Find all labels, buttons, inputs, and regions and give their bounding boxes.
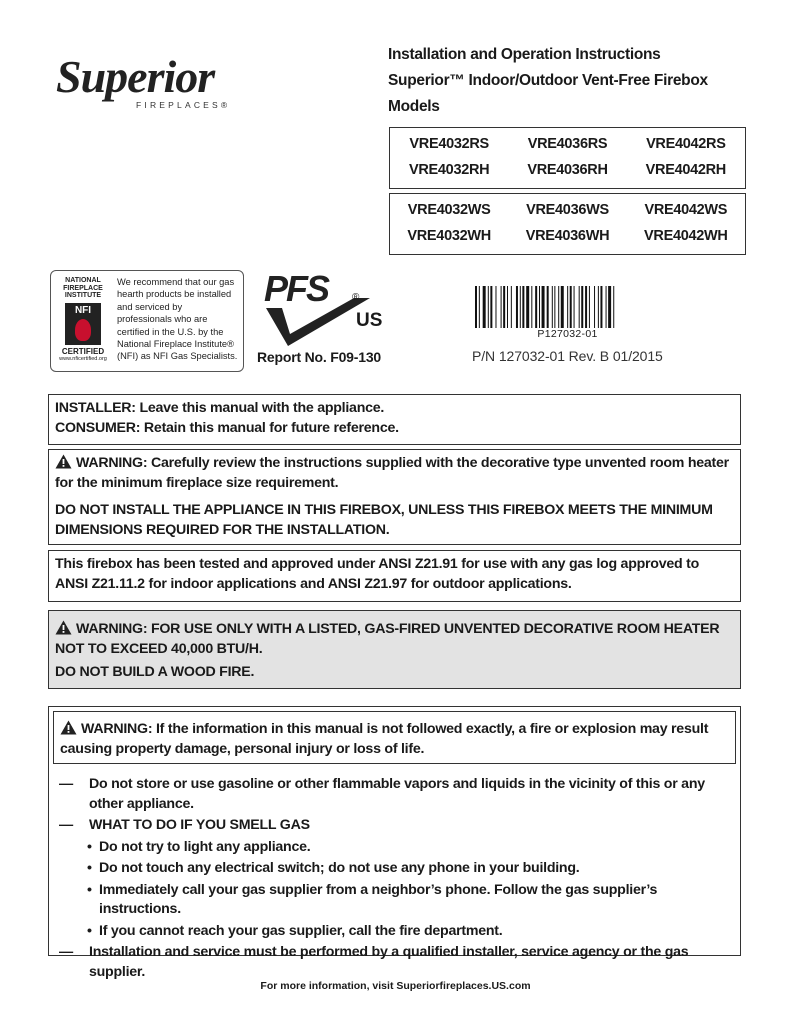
logo-subtitle: FIREPLACES® <box>136 100 231 110</box>
list-item: • If you cannot reach your gas supplier, call the fire department. <box>87 922 503 939</box>
model-row <box>390 131 745 157</box>
warning-fire-explosion-box <box>48 706 741 980</box>
model-cell: VRE4042RS <box>646 136 726 152</box>
title-line-3: Models <box>388 98 440 115</box>
warning-icon <box>55 620 72 635</box>
warning-heater-limit-box <box>48 610 741 689</box>
warning-paragraph <box>60 720 729 759</box>
model-cell: VRE4036RH <box>527 162 608 178</box>
model-cell: VRE4042WH <box>644 228 728 244</box>
list-item: — Do not store or use gasoline or other flammable vapors and liquids in the vicinity of this or any other appliance. <box>59 776 705 812</box>
model-cell: VRE4036RS <box>527 136 608 152</box>
list-item: • Do not touch any electrical switch; do not use any phone in your building. <box>87 860 580 876</box>
model-cell: VRE4036WS <box>526 202 609 218</box>
ansi-approval-box <box>48 550 741 602</box>
nfi-certified-label: CERTIFIED <box>61 346 105 356</box>
nfi-logo-title: NATIONAL FIREPLACE INSTITUTE <box>63 277 103 299</box>
pfs-logo <box>262 268 382 348</box>
barcode-text: P127032-01 <box>537 328 598 340</box>
nfi-badge-text: NFI <box>74 304 92 316</box>
installer-notice-box <box>48 394 741 445</box>
warning-icon <box>55 454 72 469</box>
warning-text: WARNING: If the information in this manual is not followed exactly, a fire or explosion may result causing property damage, personal injury or loss of life. <box>60 721 709 757</box>
report-number: Report No. F09-130 <box>257 349 381 365</box>
no-wood-fire-text: DO NOT BUILD A WOOD FIRE. <box>55 664 255 680</box>
superior-logo <box>50 46 240 118</box>
document-title <box>388 42 768 120</box>
model-row <box>390 197 745 223</box>
ansi-approval-text: This firebox has been tested and approved under ANSI Z21.91 for use with any gas log approved to ANSI Z21.11.2 for indoor applications and ANSI Z21.97 for outdoor applications. <box>55 556 699 592</box>
models-table-ws-wh <box>389 193 746 255</box>
pfs-us: US <box>356 310 383 331</box>
title-line-2: Superior™ Indoor/Outdoor Vent-Free Firebox <box>388 72 708 89</box>
nfi-badge <box>65 303 101 345</box>
warning-text: WARNING: FOR USE ONLY WITH A LISTED, GAS-FIRED UNVENTED DECORATIVE ROOM HEATER NOT TO EXCEED 40,000 BTU/H. <box>55 621 720 657</box>
model-cell: VRE4032WS <box>407 202 491 218</box>
footer-text: For more information, visit Superiorfireplaces.US.com <box>260 980 531 992</box>
logo-brand: Superior <box>56 51 215 102</box>
models-table-rs-rh <box>389 127 746 189</box>
title-line-1: Installation and Operation Instructions <box>388 46 661 63</box>
warning-text: WARNING: Carefully review the instructions supplied with the decorative type unvented room heater for the minimum fireplace size requirement. <box>55 455 729 491</box>
list-item: — Installation and service must be performed by a qualified installer, service agency or the gas supplier. <box>59 944 689 980</box>
model-row <box>390 157 745 183</box>
warning-paragraph <box>55 620 734 659</box>
model-row <box>390 223 745 249</box>
list-item: — WHAT TO DO IF YOU SMELL GAS <box>59 817 310 833</box>
model-cell: VRE4042WS <box>644 202 728 218</box>
pfs-word: PFS <box>264 268 329 309</box>
pfs-registered: ® <box>352 292 360 303</box>
nfi-url: www.nficertified.org <box>59 355 107 362</box>
nfi-certification-box <box>50 270 244 372</box>
flame-icon <box>75 319 91 341</box>
model-cell: VRE4032WH <box>407 228 491 244</box>
list-item: • Do not try to light any appliance. <box>87 838 311 855</box>
consumer-line: CONSUMER: Retain this manual for future reference. <box>55 419 399 436</box>
model-cell: VRE4042RH <box>645 162 726 178</box>
do-not-install-text: DO NOT INSTALL THE APPLIANCE IN THIS FIREBOX, UNLESS THIS FIREBOX MEETS THE MINIMUM DIMENSIONS REQUIRED FOR THE INSTALLATION. <box>55 502 713 538</box>
gas-safety-list <box>59 775 734 984</box>
model-cell: VRE4036WH <box>525 228 610 244</box>
warning-firebox-size-box <box>48 449 741 545</box>
warning-paragraph <box>55 454 734 493</box>
model-cell: VRE4032RH <box>409 162 490 178</box>
warning-header-box <box>53 711 736 764</box>
warning-icon <box>60 720 77 735</box>
list-item: • Immediately call your gas supplier from a neighbor’s phone. Follow the gas supplier’s instructions. <box>87 881 658 917</box>
part-number: P/N 127032-01 Rev. B 01/2015 <box>472 348 663 364</box>
model-cell: VRE4032RS <box>409 136 489 152</box>
barcode-icon <box>475 286 660 328</box>
nfi-logo <box>57 277 109 365</box>
nfi-recommendation-text: We recommend that our gas hearth products be installed and serviced by professionals who are certified in the U.S. by the National Fireplace Institute® (NFI) as NFI Gas Specialists. <box>117 277 238 362</box>
installer-line: INSTALLER: Leave this manual with the appliance. <box>55 400 385 416</box>
